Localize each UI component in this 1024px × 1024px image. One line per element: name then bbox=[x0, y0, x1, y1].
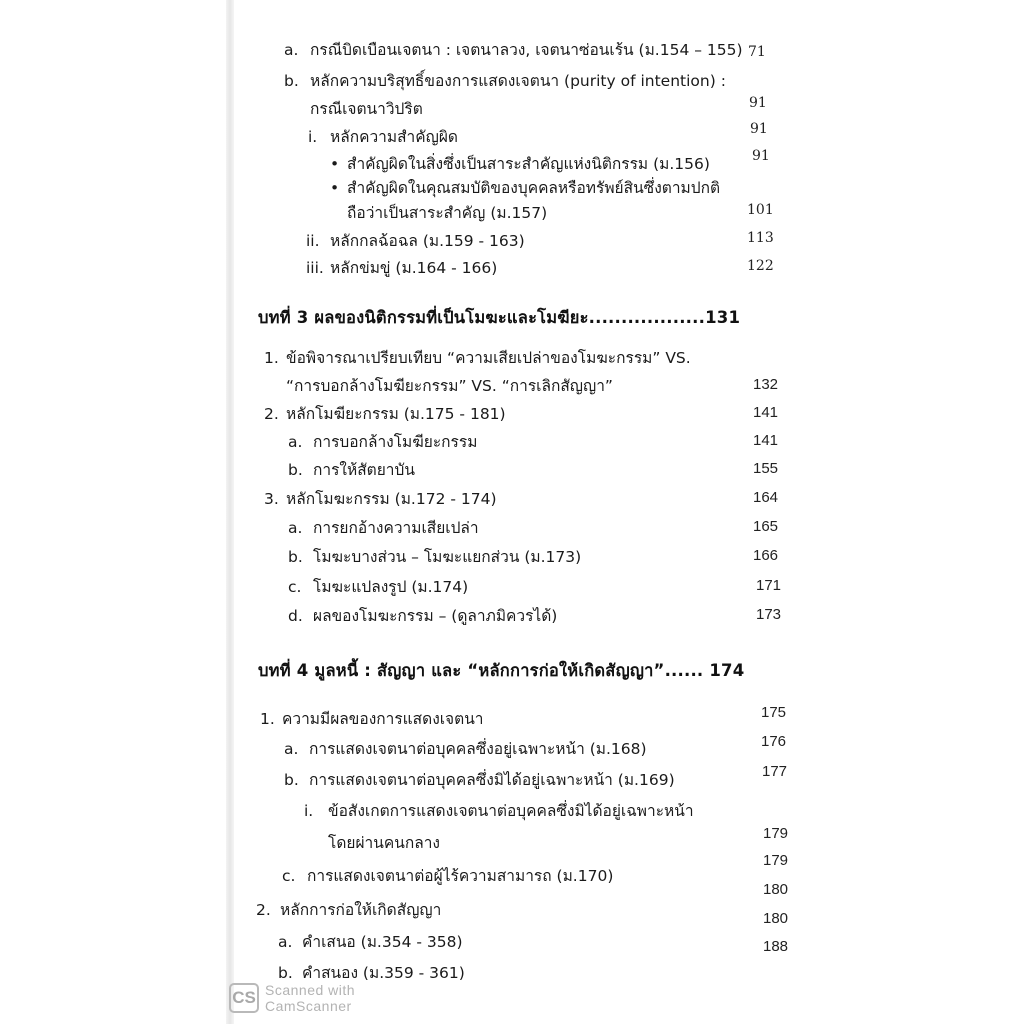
toc-entry bbox=[304, 801, 694, 821]
toc-entry bbox=[284, 739, 647, 759]
toc-entry bbox=[288, 518, 479, 538]
page-number: 141 bbox=[753, 432, 779, 449]
page-number: 101 bbox=[747, 202, 774, 218]
entry-text: สำคัญผิดในคุณสมบัติของบุคคลหรือทรัพย์สินซึ่งตามปกติ bbox=[347, 179, 721, 197]
entry-marker: b. bbox=[284, 72, 299, 90]
page-number: 164 bbox=[753, 489, 779, 506]
entry-text: คำสนอง (ม.359 - 361) bbox=[302, 964, 465, 982]
entry-text: หลักการก่อให้เกิดสัญญา bbox=[280, 901, 442, 919]
entry-text: ความมีผลของการแสดงเจตนา bbox=[282, 710, 484, 728]
chapter-page-number: 131 bbox=[705, 308, 741, 327]
toc-entry bbox=[286, 376, 613, 396]
toc-entry bbox=[330, 154, 710, 174]
toc-entry bbox=[284, 71, 726, 91]
toc-entry bbox=[288, 547, 581, 567]
entry-marker: 3. bbox=[264, 490, 279, 508]
entry-marker: b. bbox=[288, 548, 303, 566]
toc-entry bbox=[330, 178, 720, 198]
entry-text: โดยผ่านคนกลาง bbox=[328, 834, 440, 852]
entry-marker: a. bbox=[288, 433, 303, 451]
page-number: 113 bbox=[747, 230, 774, 246]
toc-entry bbox=[288, 460, 415, 480]
entry-text: หลักโมฆะกรรม (ม.172 - 174) bbox=[286, 490, 497, 508]
entry-text: การแสดงเจตนาต่อบุคคลซึ่งมิได้อยู่เฉพาะหน้า (ม.169) bbox=[309, 771, 675, 789]
entry-marker: 1. bbox=[264, 349, 279, 367]
entry-text: ถือว่าเป็นสาระสำคัญ (ม.157) bbox=[347, 204, 548, 222]
toc-entry bbox=[282, 866, 613, 886]
toc-entry bbox=[308, 127, 458, 147]
page-number: 173 bbox=[756, 606, 782, 623]
bullet-icon: • bbox=[330, 155, 340, 173]
toc-entry bbox=[264, 348, 691, 368]
page-number: 91 bbox=[752, 148, 770, 164]
entry-text: การบอกล้างโมฆียะกรรม bbox=[313, 433, 478, 451]
entry-marker: a. bbox=[284, 41, 299, 59]
toc-entry bbox=[278, 963, 465, 983]
page-number: 180 bbox=[763, 881, 789, 898]
entry-text: โมฆะแปลงรูป (ม.174) bbox=[313, 578, 469, 596]
entry-text: ข้อสังเกตการแสดงเจตนาต่อบุคคลซึ่งมิได้อยู่เฉพาะหน้า bbox=[328, 802, 694, 820]
bullet-icon: • bbox=[330, 179, 340, 197]
page-number: 165 bbox=[753, 518, 779, 535]
toc-entry bbox=[328, 833, 440, 853]
camscanner-watermark bbox=[229, 982, 355, 1014]
watermark-line-2: CamScanner bbox=[265, 998, 352, 1014]
page-number: 91 bbox=[750, 121, 768, 137]
page-number: 141 bbox=[753, 404, 779, 421]
toc-entry bbox=[310, 99, 423, 119]
page-number: 171 bbox=[756, 577, 782, 594]
entry-text: ผลของโมฆะกรรม – (ดูลาภมิควรได้) bbox=[313, 607, 558, 625]
entry-text: หลักความสำคัญผิด bbox=[330, 128, 458, 146]
entry-text: หลักความบริสุทธิ์ของการแสดงเจตนา (purity of intention) : bbox=[310, 72, 726, 90]
entry-marker: c. bbox=[288, 578, 302, 596]
entry-text: “การบอกล้างโมฆียะกรรม” VS. “การเลิกสัญญา” bbox=[286, 377, 613, 395]
entry-marker: a. bbox=[284, 740, 299, 758]
entry-marker: a. bbox=[288, 519, 303, 537]
entry-text: กรณีบิดเบือนเจตนา : เจตนาลวง, เจตนาซ่อนเร้น (ม.154 – 155) bbox=[310, 41, 743, 59]
page-number: 122 bbox=[747, 258, 774, 274]
chapter-title: บทที่ 3 ผลของนิติกรรมที่เป็นโมฆะและโมฆียะ.................. bbox=[258, 308, 706, 327]
toc-entry bbox=[306, 231, 525, 251]
toc-entry bbox=[264, 489, 497, 509]
page-number: 91 bbox=[749, 95, 767, 111]
toc-entry bbox=[284, 770, 675, 790]
entry-text: การแสดงเจตนาต่อบุคคลซึ่งอยู่เฉพาะหน้า (ม.168) bbox=[309, 740, 647, 758]
page-number: 176 bbox=[761, 733, 787, 750]
page-number: 188 bbox=[763, 938, 789, 955]
page-number: 71 bbox=[748, 44, 766, 60]
entry-text: หลักกลฉ้อฉล (ม.159 - 163) bbox=[330, 232, 525, 250]
toc-entry bbox=[288, 577, 468, 597]
entry-text: หลักโมฆียะกรรม (ม.175 - 181) bbox=[286, 405, 506, 423]
entry-marker: 2. bbox=[256, 901, 271, 919]
page-number: 175 bbox=[761, 704, 787, 721]
entry-marker: 2. bbox=[264, 405, 279, 423]
entry-marker: b. bbox=[288, 461, 303, 479]
toc-entry bbox=[288, 432, 477, 452]
entry-marker: d. bbox=[288, 607, 303, 625]
entry-marker: b. bbox=[278, 964, 293, 982]
toc-entry bbox=[256, 900, 441, 920]
entry-text: โมฆะบางส่วน – โมฆะแยกส่วน (ม.173) bbox=[313, 548, 582, 566]
page-gutter-shadow bbox=[226, 0, 234, 1024]
chapter-3-heading bbox=[258, 305, 740, 331]
entry-text: การยกอ้างความเสียเปล่า bbox=[313, 519, 479, 537]
entry-text: คำเสนอ (ม.354 - 358) bbox=[302, 933, 463, 951]
watermark-line-1: Scanned with bbox=[265, 982, 356, 998]
entry-text: หลักข่มขู่ (ม.164 - 166) bbox=[330, 259, 498, 277]
entry-marker: c. bbox=[282, 867, 296, 885]
page-number: 177 bbox=[762, 763, 788, 780]
entry-text: ข้อพิจารณาเปรียบเทียบ “ความเสียเปล่าของโมฆะกรรม” VS. bbox=[286, 349, 691, 367]
entry-marker: iii. bbox=[306, 259, 324, 277]
entry-text: การให้สัตยาบัน bbox=[313, 461, 415, 479]
watermark-text bbox=[265, 982, 355, 1014]
toc-entry bbox=[347, 203, 547, 223]
chapter-4-heading bbox=[258, 658, 744, 684]
page-number: 155 bbox=[753, 460, 779, 477]
toc-entry bbox=[284, 40, 743, 60]
entry-text: การแสดงเจตนาต่อผู้ไร้ความสามารถ (ม.170) bbox=[307, 867, 614, 885]
entry-text: กรณีเจตนาวิปริต bbox=[310, 100, 423, 118]
page-number: 132 bbox=[753, 376, 779, 393]
toc-entry bbox=[260, 709, 484, 729]
toc-entry bbox=[278, 932, 463, 952]
toc-entry bbox=[306, 258, 497, 278]
page-number: 166 bbox=[753, 547, 779, 564]
entry-marker: ii. bbox=[306, 232, 320, 250]
page-number: 180 bbox=[763, 910, 789, 927]
page-number: 179 bbox=[763, 825, 789, 842]
entry-marker: 1. bbox=[260, 710, 275, 728]
toc-entry bbox=[264, 404, 506, 424]
entry-text: สำคัญผิดในสิ่งซึ่งเป็นสาระสำคัญแห่งนิติกรรม (ม.156) bbox=[347, 155, 710, 173]
page-number: 179 bbox=[763, 852, 789, 869]
entry-marker: a. bbox=[278, 933, 293, 951]
entry-marker: b. bbox=[284, 771, 299, 789]
entry-marker: i. bbox=[304, 802, 314, 820]
chapter-page-number: 174 bbox=[709, 661, 745, 680]
chapter-title: บทที่ 4 มูลหนี้ : สัญญา และ “หลักการก่อให้เกิดสัญญา”...... bbox=[258, 661, 704, 680]
entry-marker: i. bbox=[308, 128, 318, 146]
camscanner-logo-icon: CS bbox=[229, 983, 259, 1013]
toc-entry bbox=[288, 606, 557, 626]
